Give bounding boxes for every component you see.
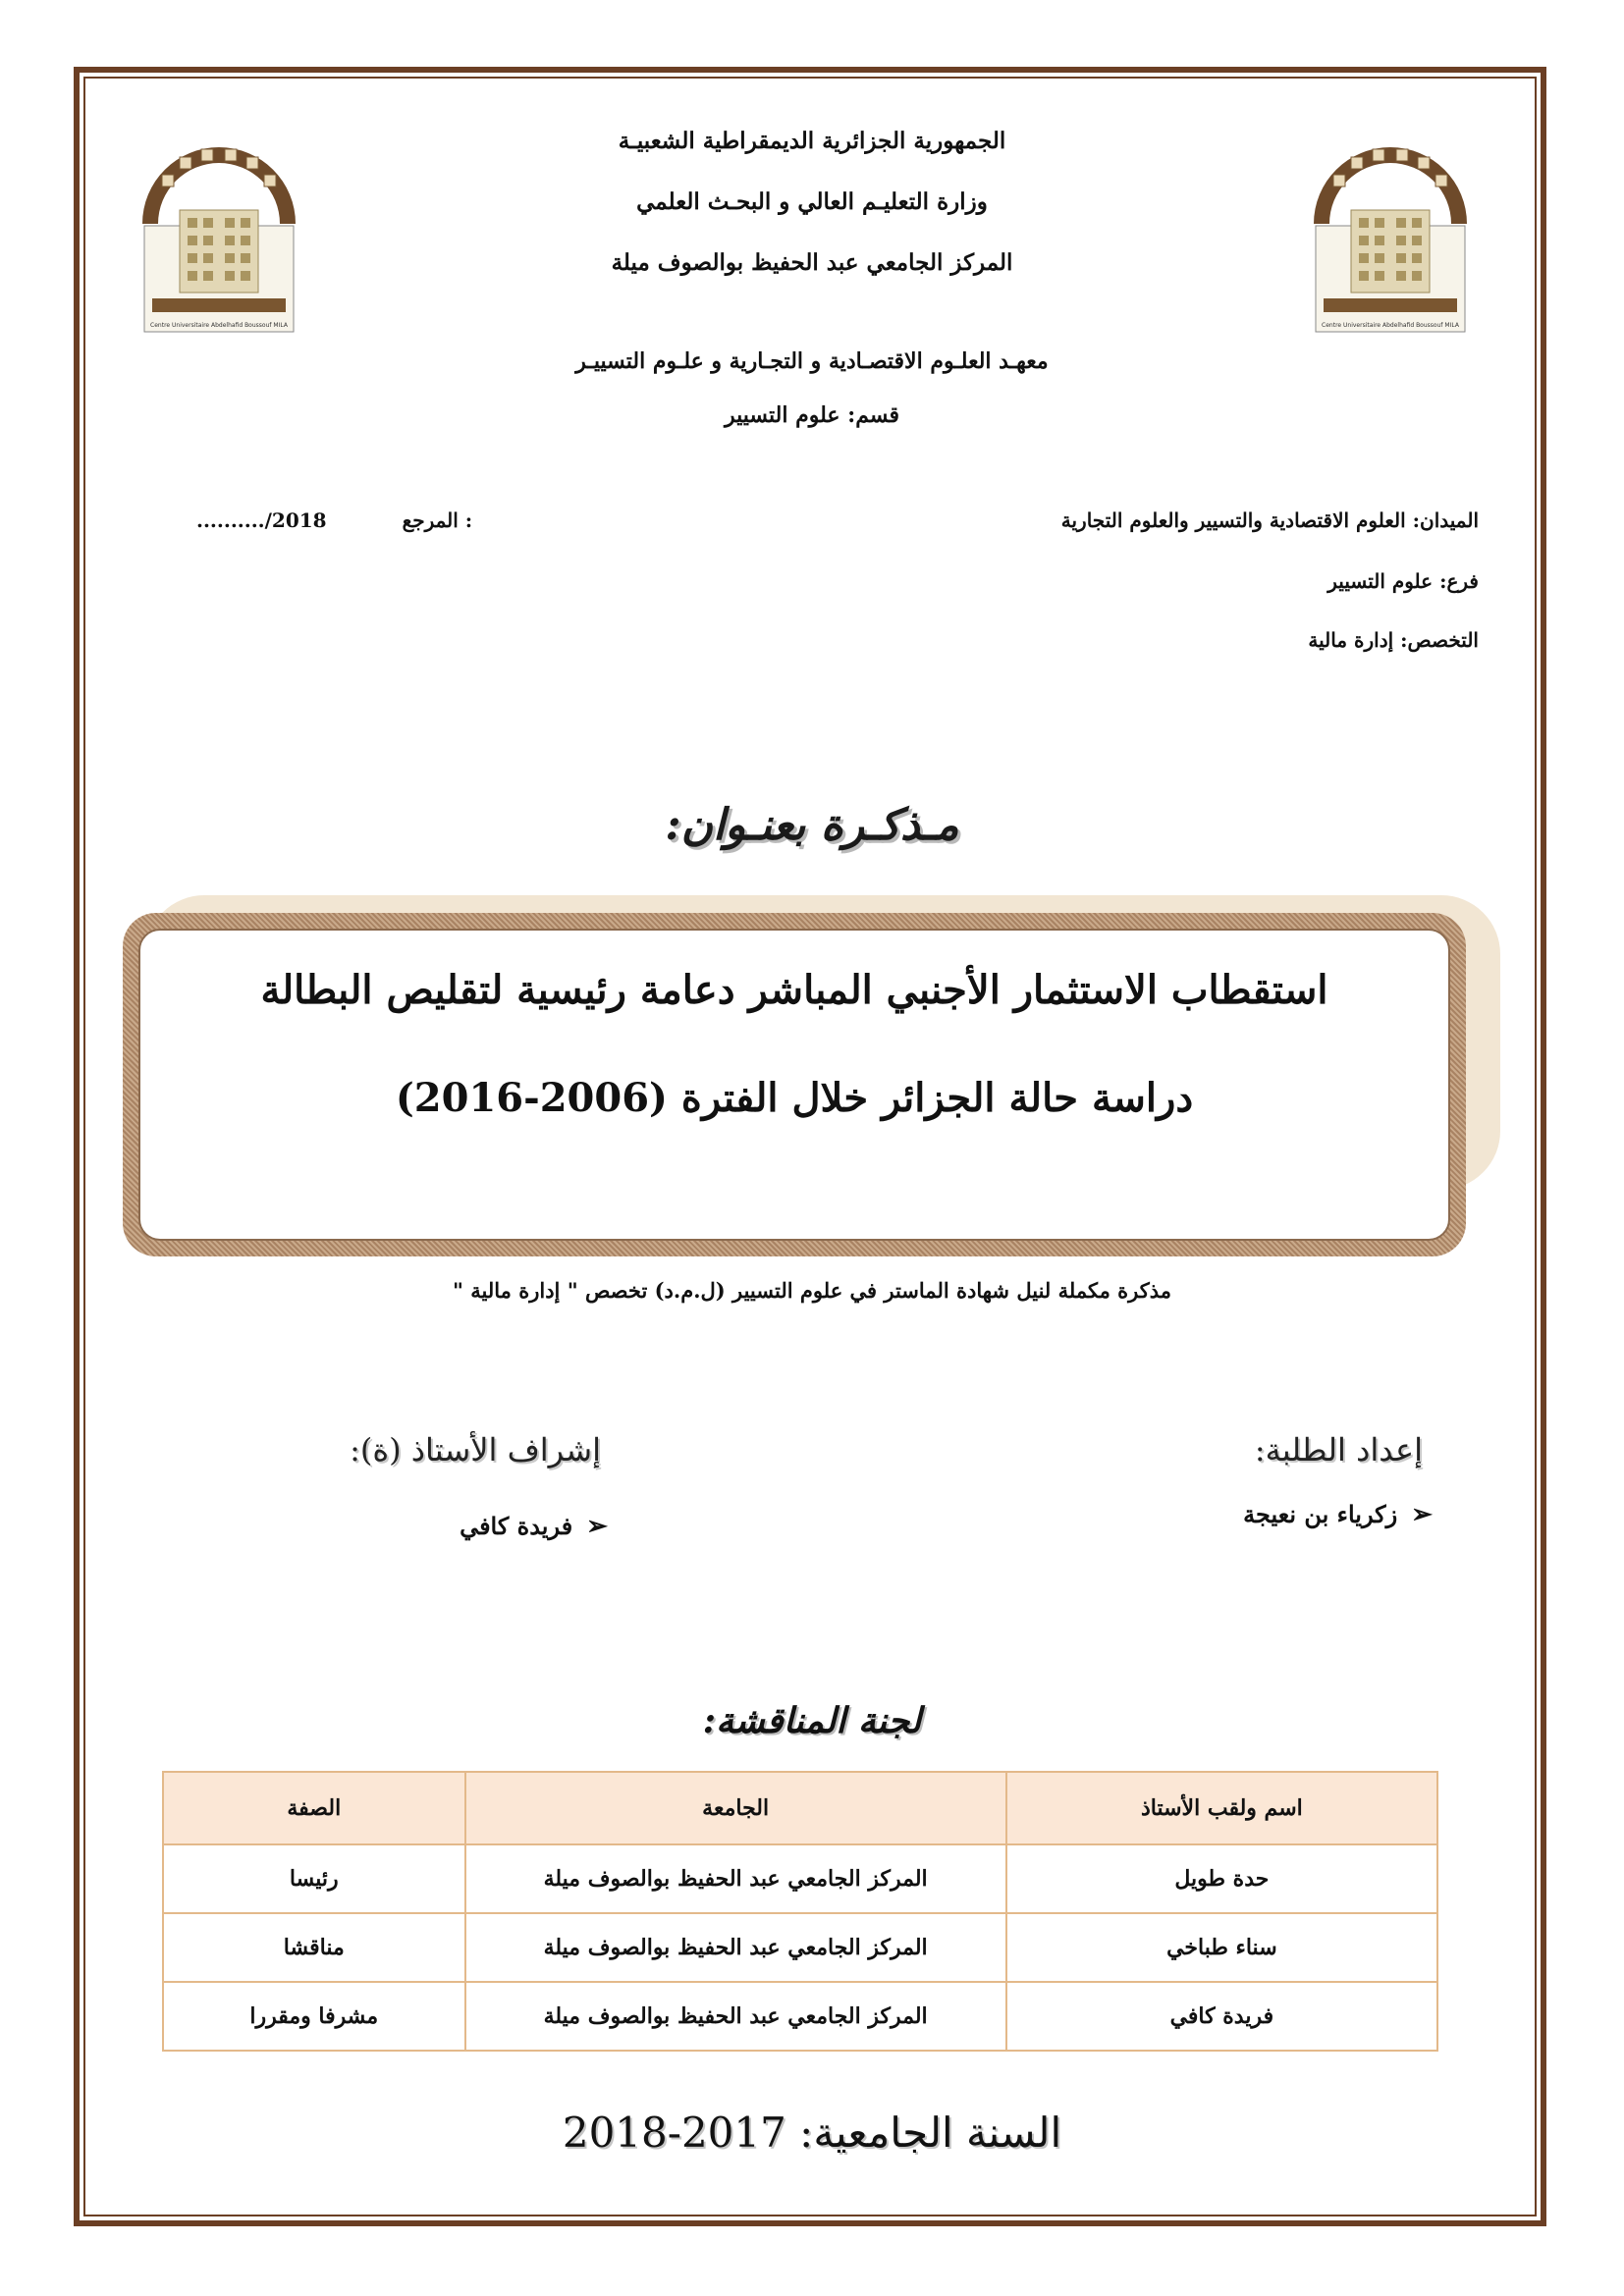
table-row — [163, 1844, 1437, 1913]
member-university: المركز الجامعي عبد الحفيظ بوالصوف ميلة — [465, 1913, 1006, 1982]
student-entry — [1243, 1500, 1433, 1529]
thesis-title-line1: استقطاب الاستثمار الأجنبي المباشر دعامة رئيسية لتقليص البطالة — [260, 967, 1328, 1013]
header-institute: معهـد العلـوم الاقتصـادية و التجـارية و علـوم التسييـر — [575, 348, 1049, 374]
arrow-bullet-icon: ➢ — [586, 1512, 608, 1541]
logo-caption-right: Centre Universitaire Abdelhafid Boussouf MILA — [150, 322, 288, 329]
supervisor-label: إشراف الأستاذ (ة): — [350, 1431, 601, 1468]
header-ministry: وزارة التعليـم العالي و البحـث العلمي — [636, 188, 988, 215]
table-row — [163, 1982, 1437, 2051]
student-name: زكرياء بن نعيجة — [1243, 1500, 1398, 1528]
header-republic: الجمهورية الجزائرية الديمقراطية الشعبيـة — [618, 128, 1006, 154]
header-center: المركز الجامعي عبد الحفيظ بوالصوف ميلة — [611, 249, 1013, 276]
table-header-row — [163, 1772, 1437, 1844]
header-department: قسم: علوم التسيير — [724, 402, 900, 428]
field-reference — [196, 508, 472, 532]
member-role: مناقشا — [163, 1913, 465, 1982]
committee-table — [162, 1771, 1438, 2052]
logo-caption-left: Centre Universitaire Abdelhafid Boussouf MILA — [1322, 322, 1459, 329]
member-name: سناء طباخي — [1006, 1913, 1437, 1982]
table-row — [163, 1913, 1437, 1982]
member-role: رئيسا — [163, 1844, 465, 1913]
field-domain: الميدان: العلوم الاقتصادية والتسيير والعلوم التجارية — [1060, 508, 1479, 532]
member-university: المركز الجامعي عبد الحفيظ بوالصوف ميلة — [465, 1844, 1006, 1913]
thesis-subtitle: مذكرة مكملة لنيل شهادة الماستر في علوم التسيير (ل.م.د) تخصص " إدارة مالية " — [453, 1278, 1171, 1303]
thesis-title-line2: دراسة حالة الجزائر خلال الفترة (2006-2016) — [395, 1075, 1194, 1121]
member-role: مشرفا ومقررا — [163, 1982, 465, 2051]
academic-year: السنة الجامعية: 2017-2018 — [562, 2109, 1062, 2157]
column-header-role: الصفة — [163, 1772, 465, 1844]
memo-heading: مـذكـرة بعنـوان: — [665, 800, 959, 850]
arrow-bullet-icon: ➢ — [1411, 1500, 1433, 1529]
member-name: فريدة كافي — [1006, 1982, 1437, 2051]
supervisor-name: فريدة كافي — [460, 1512, 573, 1540]
supervisor-entry — [460, 1512, 608, 1541]
member-name: حدة طويل — [1006, 1844, 1437, 1913]
field-specialty: التخصص: إدارة مالية — [1308, 628, 1479, 652]
student-label: إعداد الطلبة: — [1254, 1431, 1423, 1468]
member-university: المركز الجامعي عبد الحفيظ بوالصوف ميلة — [465, 1982, 1006, 2051]
column-header-university: الجامعة — [465, 1772, 1006, 1844]
column-header-name: اسم ولقب الأستاذ — [1006, 1772, 1437, 1844]
reference-value: ........../2018 — [196, 508, 327, 532]
reference-label: المرجع : — [402, 508, 473, 532]
committee-heading: لجنة المناقشة: — [702, 1700, 922, 1741]
field-branch: فرع: علوم التسيير — [1327, 569, 1479, 593]
